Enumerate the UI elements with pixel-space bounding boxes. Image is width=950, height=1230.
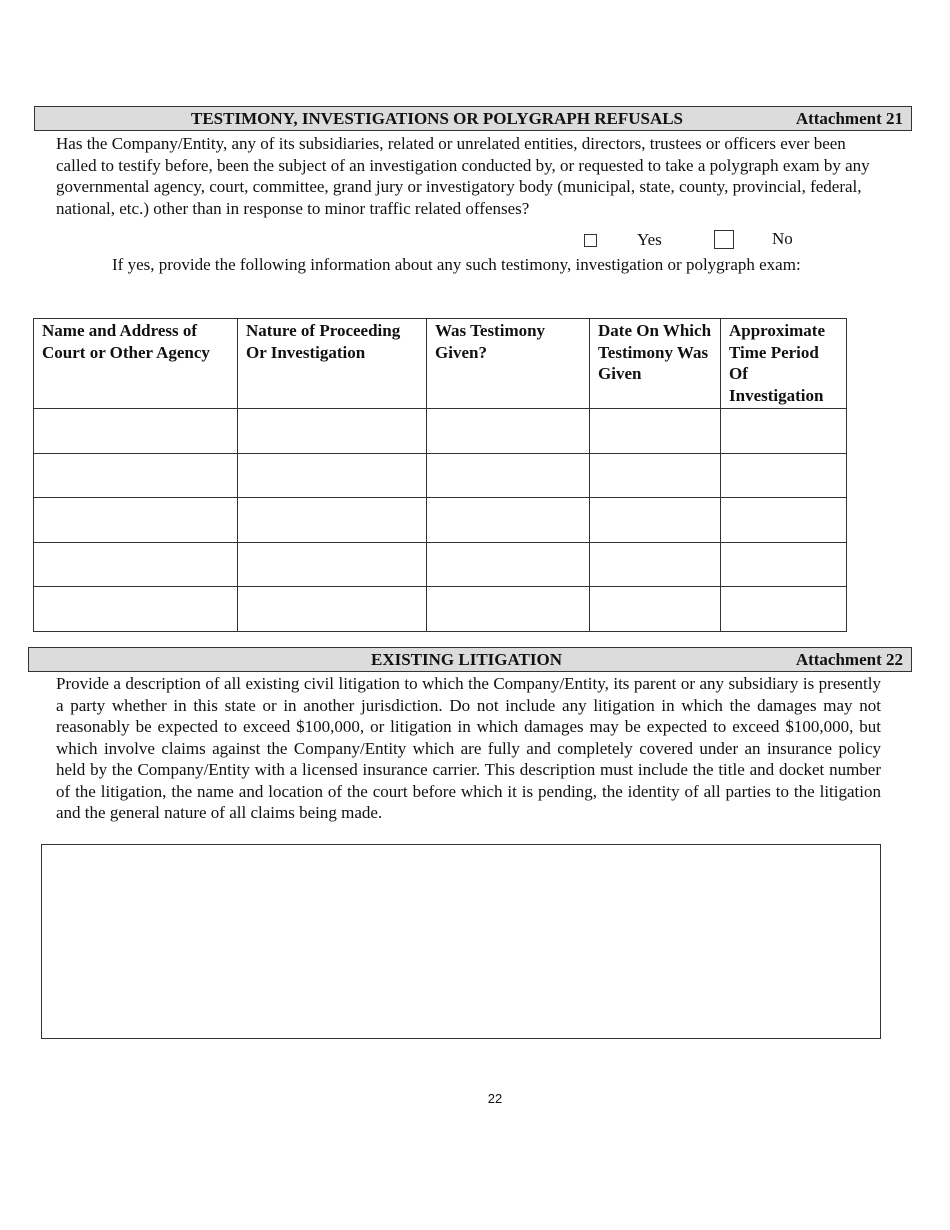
table-cell[interactable] — [34, 542, 238, 587]
no-label: No — [772, 229, 793, 248]
section-title: EXISTING LITIGATION — [371, 649, 562, 669]
table-cell[interactable] — [590, 542, 721, 587]
col-header-testimony-given: Was Testimony Given? — [427, 319, 590, 409]
table-cell[interactable] — [721, 498, 847, 543]
table-cell[interactable] — [590, 587, 721, 632]
table-cell[interactable] — [34, 409, 238, 454]
table-cell[interactable] — [427, 542, 590, 587]
table-cell[interactable] — [427, 409, 590, 454]
table-cell[interactable] — [238, 453, 427, 498]
table-row — [34, 498, 847, 543]
table-cell[interactable] — [238, 498, 427, 543]
table-cell[interactable] — [238, 542, 427, 587]
table-cell[interactable] — [590, 453, 721, 498]
page-number: 22 — [487, 1091, 503, 1106]
table-row — [34, 587, 847, 632]
col-header-name-address: Name and Address of Court or Other Agency — [34, 319, 238, 409]
table-cell[interactable] — [34, 587, 238, 632]
table-cell[interactable] — [427, 498, 590, 543]
yes-checkbox[interactable] — [584, 234, 597, 247]
yes-option[interactable] — [584, 230, 662, 250]
section-header-litigation — [28, 647, 912, 672]
no-option[interactable] — [714, 229, 793, 249]
litigation-description: Provide a description of all existing civil litigation to which the Company/Entity, its parent or any subsidiary is presently a party whether in this state or in another jurisdiction. Do not include any litigation in which the damages may not reasonably be expected to exceed $100,000, or litigation in which damages may be expected to exceed $100,000, but which involve claims against the Company/Entity which are fully and completely covered under an insurance policy held by the Company/Entity with a licensed insurance carrier. This description must include the title and docket number of the litigation, the name and location of the court before which it is pending, the identity of all parties to the litigation and the general nature of all claims being made. — [56, 674, 881, 822]
table-cell[interactable] — [590, 498, 721, 543]
testimony-table — [33, 318, 847, 632]
attachment-label: Attachment 22 — [795, 649, 903, 669]
no-checkbox[interactable] — [714, 230, 734, 249]
table-cell[interactable] — [721, 542, 847, 587]
table-row — [34, 409, 847, 454]
table-cell[interactable] — [427, 587, 590, 632]
col-header-nature: Nature of Proceeding Or Investigation — [238, 319, 427, 409]
col-header-time-period: Approximate Time Period Of Investigation — [721, 319, 847, 409]
testimony-question: Has the Company/Entity, any of its subsidiaries, related or unrelated entities, directors, trustees or officers ever been called to testify before, been the subject of an investigation conducted by, or requested to take a polygraph exam by any governmental agency, court, committee, grand jury or investigatory body (municipal, state, county, provincial, federal, national, etc.) other than in response to minor traffic related offenses? — [56, 134, 870, 218]
attachment-label: Attachment 21 — [795, 108, 903, 128]
section-title: TESTIMONY, INVESTIGATIONS OR POLYGRAPH REFUSALS — [191, 108, 684, 128]
table-cell[interactable] — [590, 409, 721, 454]
table-cell[interactable] — [721, 587, 847, 632]
if-yes-instruction: If yes, provide the following information about any such testimony, investigation or polygraph exam: — [112, 255, 801, 274]
table-cell[interactable] — [34, 498, 238, 543]
table-cell[interactable] — [721, 453, 847, 498]
litigation-response-box[interactable] — [41, 844, 881, 1039]
yes-label: Yes — [637, 230, 662, 249]
table-cell[interactable] — [721, 409, 847, 454]
table-header-row — [34, 319, 847, 409]
table-cell[interactable] — [238, 587, 427, 632]
table-cell[interactable] — [238, 409, 427, 454]
col-header-date: Date On Which Testimony Was Given — [590, 319, 721, 409]
table-cell[interactable] — [427, 453, 590, 498]
table-row — [34, 453, 847, 498]
table-row — [34, 542, 847, 587]
table-cell[interactable] — [34, 453, 238, 498]
section-header-testimony — [34, 106, 912, 131]
